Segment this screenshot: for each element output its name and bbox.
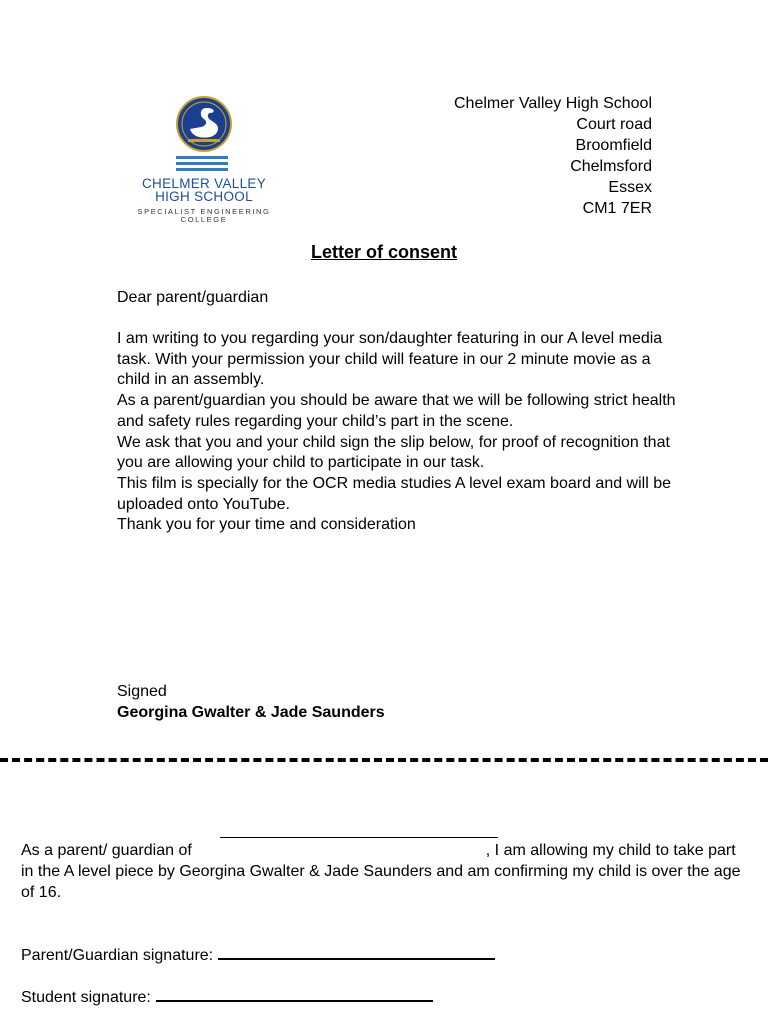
slip-text-after: , I am allowing my child to take part in the A level piece by Georgina Gwalter & Jade Saunders and am confirming my child is over the age of 16.: [21, 842, 741, 901]
slip-text-before: As a parent/ guardian of: [21, 842, 192, 859]
paragraph: As a parent/guardian you should be aware that we will be following strict health and safety rules regarding your child’s part in the scene.: [117, 392, 676, 430]
logo-name-line2: HIGH SCHOOL: [155, 189, 253, 204]
address-line: Broomfield: [575, 137, 652, 154]
greeting: Dear parent/guardian: [117, 289, 269, 306]
paragraph: This film is specially for the OCR media studies A level exam board and will be uploaded onto YouTube.: [117, 474, 672, 513]
logo-sub-line2: COLLEGE: [180, 215, 228, 224]
student-signature-line[interactable]: [156, 986, 433, 1002]
letter-body: [117, 329, 677, 536]
child-name-line[interactable]: [220, 837, 498, 838]
address-line: Essex: [608, 179, 652, 196]
cut-line-divider: [0, 758, 768, 762]
signers: Georgina Gwalter & Jade Saunders: [117, 704, 385, 721]
parent-signature-row: [21, 944, 495, 966]
paragraph: We ask that you and your child sign the slip below, for proof of recognition that you are allowing your child to participate in our task.: [117, 433, 670, 472]
paragraph: I am writing to you regarding your son/daughter featuring in our A level media task. With your permission your child will feature in our 2 minute movie as a child in an assembly.: [117, 330, 663, 389]
student-signature-row: [21, 986, 433, 1008]
address-line: Chelmsford: [570, 158, 652, 175]
address-line: Court road: [576, 116, 652, 133]
logo-sub-line1: SPECIALIST ENGINEERING: [137, 207, 271, 216]
signed-label: Signed: [117, 683, 167, 700]
parent-signature-label: Parent/Guardian signature:: [21, 947, 214, 964]
logo-name: [118, 177, 290, 203]
logo-name-line1: CHELMER VALLEY: [142, 176, 266, 191]
address-line: CM1 7ER: [582, 200, 652, 217]
swan-crest-icon: [176, 96, 232, 152]
logo-subtitle: [118, 208, 290, 224]
parent-signature-line[interactable]: [218, 944, 495, 960]
letter-title: Letter of consent: [310, 242, 457, 262]
address-line: Chelmer Valley High School: [453, 95, 652, 112]
paragraph: Thank you for your time and consideration: [117, 516, 416, 534]
school-address: [454, 93, 652, 219]
logo-stripes: [176, 156, 228, 174]
school-logo: [118, 96, 290, 228]
student-signature-label: Student signature:: [21, 989, 151, 1006]
consent-slip-text: [21, 840, 741, 903]
